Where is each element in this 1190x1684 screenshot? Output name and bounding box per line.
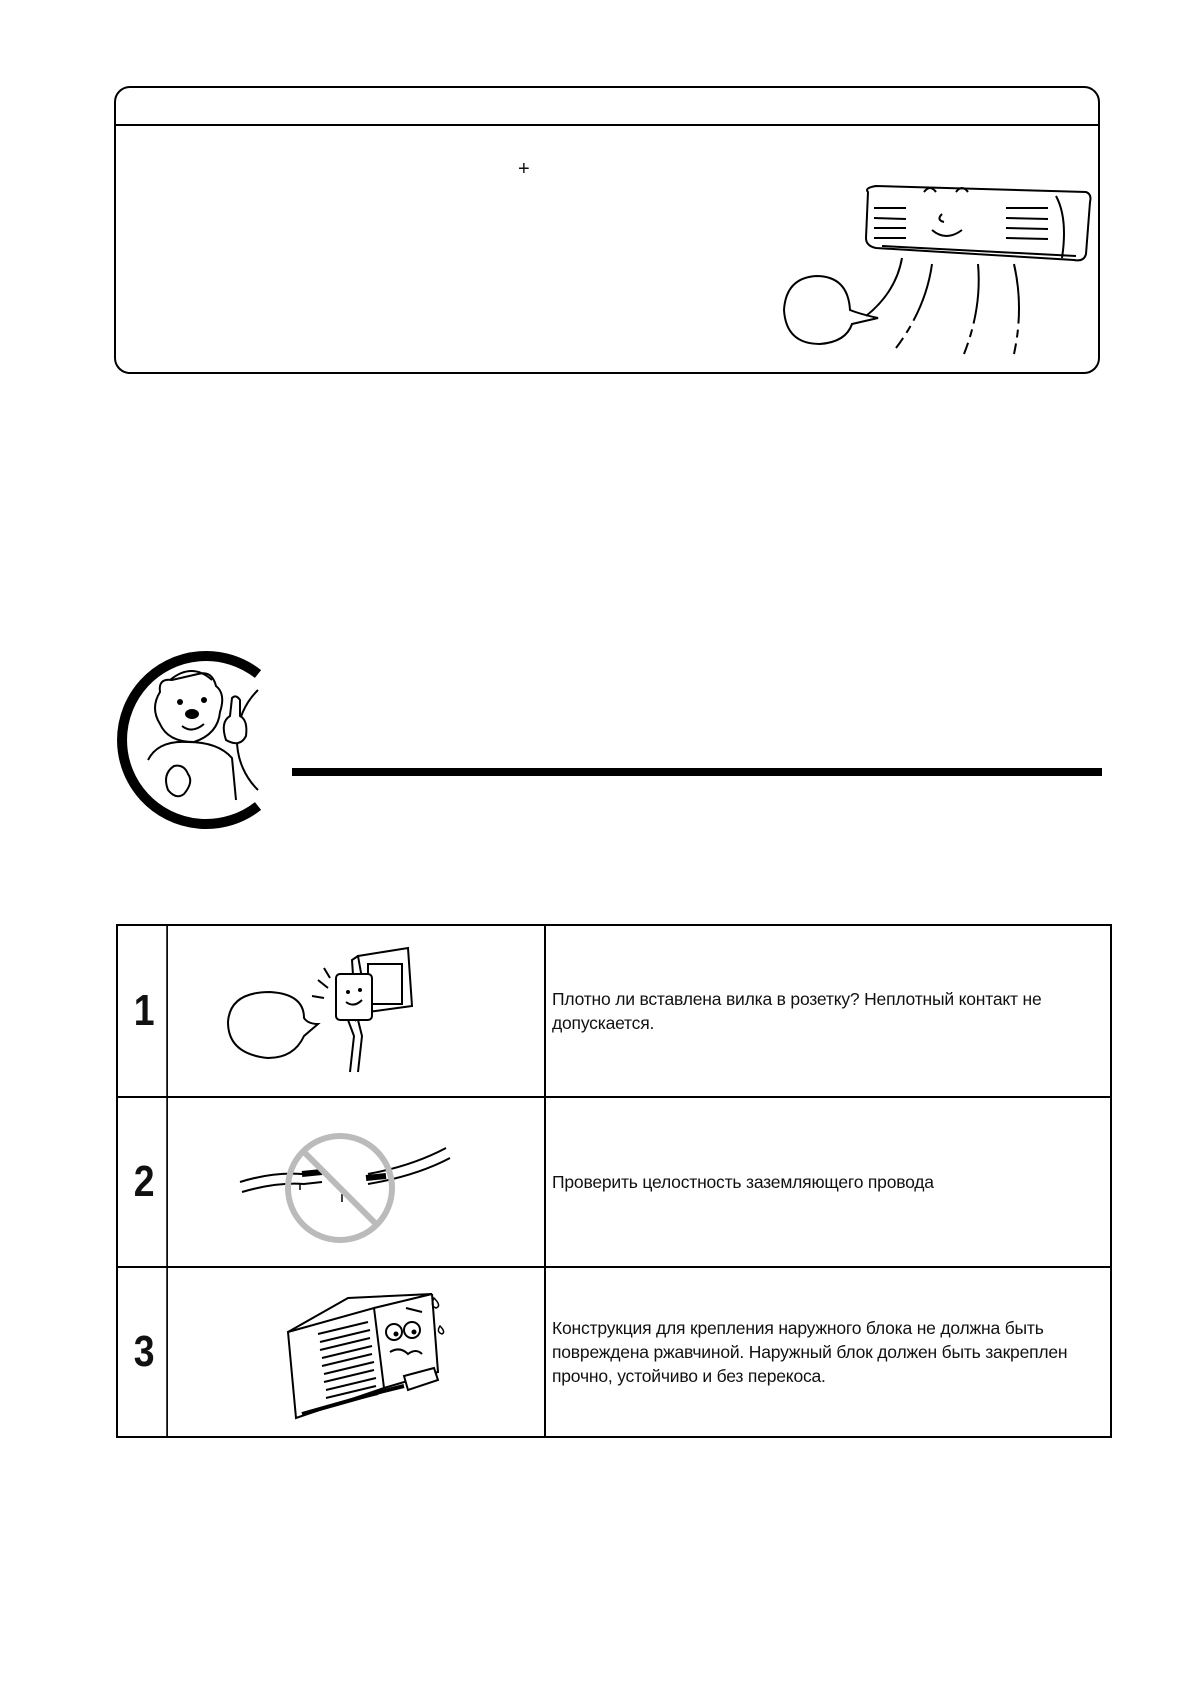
top-box-header-line bbox=[116, 124, 1098, 126]
row-number: 3 bbox=[122, 1268, 168, 1436]
checklist-row bbox=[118, 1096, 1110, 1266]
checklist-table bbox=[116, 924, 1112, 1438]
row-illustration-cell bbox=[172, 1098, 546, 1266]
row-illustration-cell bbox=[172, 1268, 546, 1436]
outdoor-unit-icon bbox=[172, 1268, 546, 1438]
no-broken-wire-icon bbox=[172, 1098, 546, 1268]
row-description: Проверить целостность заземляющего провода bbox=[552, 1172, 934, 1192]
checklist-row bbox=[118, 1266, 1110, 1436]
row-description: Плотно ли вставлена вилка в розетку? Неплотный контакт не допускается. bbox=[552, 989, 1042, 1033]
bear-mascot-icon bbox=[108, 650, 288, 830]
section-divider bbox=[292, 768, 1102, 776]
top-info-box bbox=[114, 86, 1100, 374]
checklist-row bbox=[118, 926, 1110, 1096]
top-box-mark: + bbox=[518, 158, 530, 180]
plug-in-socket-icon bbox=[172, 926, 546, 1096]
row-number: 2 bbox=[122, 1098, 168, 1266]
air-conditioner-icon bbox=[756, 158, 1096, 368]
row-description: Конструкция для крепления наружного блока не должна быть повреждена ржавчиной. Наружный блок должен быть закреплен прочно, устойчиво и без перекоса. bbox=[552, 1318, 1068, 1386]
row-number: 1 bbox=[122, 926, 168, 1096]
row-illustration-cell bbox=[172, 926, 546, 1096]
